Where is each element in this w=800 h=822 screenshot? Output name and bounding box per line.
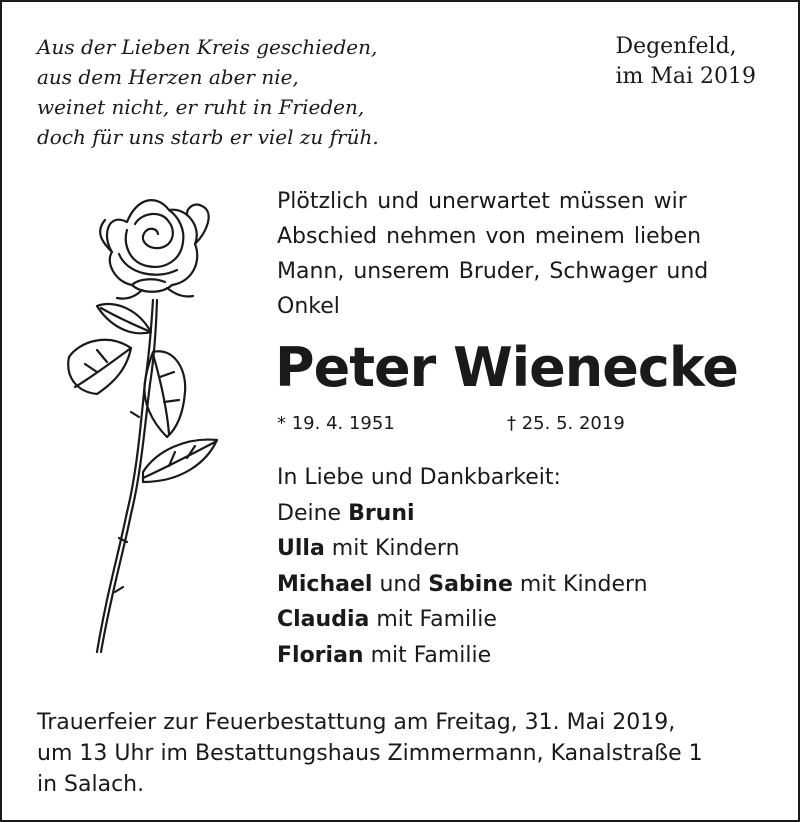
mourner-name: Claudia [277,607,370,632]
place-city: Degenfeld, [615,34,737,59]
announcement-line: Abschied nehmen von meinem lieben [277,224,702,249]
service-line: in Salach. [37,772,145,797]
rose-drawing-icon [57,182,237,662]
funeral-service-info [37,707,767,800]
mourner-line [277,531,648,567]
poem-line: doch für uns starb er viel zu früh. [37,125,379,149]
poem-line: weinet nicht, er ruht in Frieden, [37,95,365,119]
mourner-name: Ulla [277,536,325,561]
announcement-line: Onkel [277,294,340,319]
place-date: im Mai 2019 [615,64,756,89]
mourners-list [277,460,648,673]
announcement-line: Mann, unserem Bruder, Schwager und [277,259,709,284]
mourner-text: mit Familie [369,607,497,632]
mourner-text: mit Kindern [324,536,460,561]
mourner-text: Deine [277,500,349,526]
mourner-line [277,567,648,603]
mourner-line [277,496,648,532]
mourner-name: Bruni [348,500,415,526]
mourner-text: mit Kindern [512,571,648,597]
poem-line: aus dem Herzen aber nie, [37,65,299,89]
memorial-poem [37,32,379,152]
deceased-name: Peter Wienecke [275,336,738,399]
place-and-date [615,32,756,92]
announcement-text [277,184,767,324]
service-line: um 13 Uhr im Bestattungshaus Zimmermann, Kanalstraße 1 [37,741,703,766]
mourner-line [277,638,648,674]
service-line: Trauerfeier zur Feuerbestattung am Freitag, 31. Mai 2019, [37,710,676,735]
death-date: † 25. 5. 2019 [507,413,625,434]
birth-date: * 19. 4. 1951 [277,413,395,434]
mourner-text: und [372,571,429,597]
mourner-text: mit Familie [363,642,492,668]
announcement-line: Plötzlich und unerwartet müssen wir [277,189,687,214]
mourner-name: Florian [277,642,364,668]
mourner-name: Michael [277,571,373,597]
mourner-name: Sabine [428,571,513,597]
mourner-line [277,602,648,638]
poem-line: Aus der Lieben Kreis geschieden, [37,35,378,59]
mourners-heading: In Liebe und Dankbarkeit: [277,465,561,490]
